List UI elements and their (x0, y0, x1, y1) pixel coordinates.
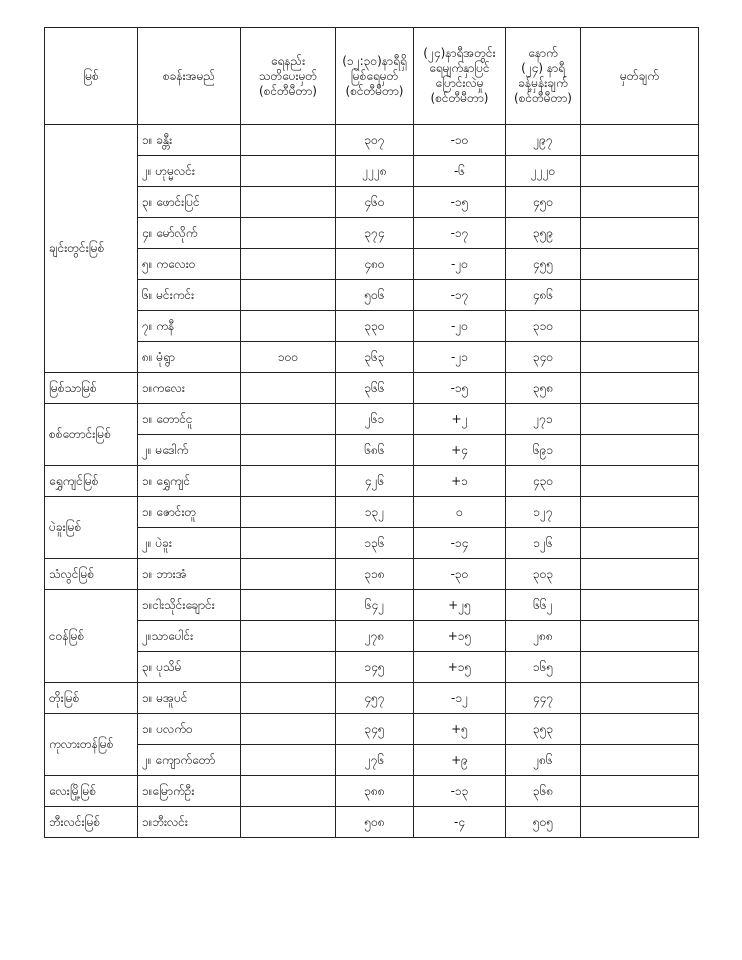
change-cell: +၁၅ (414, 621, 506, 652)
station-cell: ၁။ကလေး (138, 373, 241, 404)
table-row (45, 342, 699, 373)
forecast-cell: ၂၈၈ (506, 621, 581, 652)
station-cell: ၈။ မုံရွာ (138, 342, 241, 373)
header-row (45, 28, 699, 125)
water-level-cell: ၂၇၆ (336, 745, 414, 776)
remark-cell (581, 280, 699, 311)
river-name-cell: လေးမြို့မြစ် (45, 776, 138, 807)
danger-level-cell (241, 156, 336, 187)
water-level-cell: ၃၇၄ (336, 218, 414, 249)
forecast-cell: ၃၅၈ (506, 373, 581, 404)
danger-level-cell (241, 745, 336, 776)
danger-level-cell (241, 652, 336, 683)
remark-cell (581, 621, 699, 652)
remark-cell (581, 373, 699, 404)
station-cell: ၁။ တောင်ငူ (138, 404, 241, 435)
header-river: မြစ် (45, 28, 138, 125)
change-cell: +၂ (414, 404, 506, 435)
river-name-cell: မြစ်သာမြစ် (45, 373, 138, 404)
change-cell: -၁၅ (414, 187, 506, 218)
table-row (45, 311, 699, 342)
forecast-cell: ၂၈၆ (506, 745, 581, 776)
water-level-cell: ၂၆၁ (336, 404, 414, 435)
table-body (45, 125, 699, 838)
forecast-cell: ၃၅၉ (506, 218, 581, 249)
change-cell: +၂၅ (414, 590, 506, 621)
water-level-cell: ၄၈၀ (336, 249, 414, 280)
change-cell: -၂၀ (414, 311, 506, 342)
table-row (45, 621, 699, 652)
station-cell: ၁။ဘီးလင်း (138, 807, 241, 838)
danger-level-cell (241, 404, 336, 435)
danger-level-cell (241, 683, 336, 714)
remark-cell (581, 559, 699, 590)
river-name-cell: ရွှေကျင်မြစ် (45, 466, 138, 497)
forecast-cell: ၄၄၇ (506, 683, 581, 714)
station-cell: ၆။ မင်းကင်း (138, 280, 241, 311)
danger-level-cell (241, 497, 336, 528)
remark-cell (581, 311, 699, 342)
station-cell: ၁။ ပလက်ဝ (138, 714, 241, 745)
river-name-cell: စစ်တောင်းမြစ် (45, 404, 138, 466)
forecast-cell: ၄၅၀ (506, 187, 581, 218)
header-remark: မှတ်ချက် (581, 28, 699, 125)
station-cell: ၁။ ဘားအံ (138, 559, 241, 590)
change-cell: +၉ (414, 745, 506, 776)
table-row (45, 497, 699, 528)
remark-cell (581, 435, 699, 466)
water-level-cell: ၄၂၆ (336, 466, 414, 497)
station-cell: ၃။ ပုသိမ် (138, 652, 241, 683)
change-cell: -၃၀ (414, 559, 506, 590)
change-cell: -၄ (414, 807, 506, 838)
forecast-cell: ၁၂၆ (506, 528, 581, 559)
change-cell: -၁၀ (414, 125, 506, 156)
danger-level-cell (241, 125, 336, 156)
river-name-cell: တိုးမြစ် (45, 683, 138, 714)
forecast-cell: ၆၆၂ (506, 590, 581, 621)
station-cell: ၂။ ကျောက်တော် (138, 745, 241, 776)
table-row (45, 776, 699, 807)
change-cell: -၁၂ (414, 683, 506, 714)
remark-cell (581, 187, 699, 218)
remark-cell (581, 590, 699, 621)
station-cell: ၁။ငါးသိုင်းချောင်း (138, 590, 241, 621)
water-level-cell: ၁၃၂ (336, 497, 414, 528)
station-cell: ၁။ ဇောင်းတူ (138, 497, 241, 528)
table-row (45, 156, 699, 187)
remark-cell (581, 218, 699, 249)
table-row (45, 807, 699, 838)
table-row (45, 187, 699, 218)
station-cell: ၁။ ခန္တီး (138, 125, 241, 156)
remark-cell (581, 776, 699, 807)
change-cell: -၁၃ (414, 776, 506, 807)
danger-level-cell (241, 280, 336, 311)
table-row (45, 404, 699, 435)
station-cell: ၁။ ရွှေကျင် (138, 466, 241, 497)
station-cell: ၁။ မအူပင် (138, 683, 241, 714)
danger-level-cell (241, 621, 336, 652)
station-cell: ၂။ ဟုမ္မလင်း (138, 156, 241, 187)
danger-level-cell (241, 590, 336, 621)
water-level-cell: ၁၄၅ (336, 652, 414, 683)
water-level-cell: ၄၅၇ (336, 683, 414, 714)
table-row (45, 218, 699, 249)
change-cell: -၆ (414, 156, 506, 187)
header-forecast: နောက် (၂၄) နာရီ ခန့်မှန်းချက် (စင်တီမီတာ) (506, 28, 581, 125)
station-cell: ၂။သာပေါင်း (138, 621, 241, 652)
forecast-cell: ၄၃၀ (506, 466, 581, 497)
table-row (45, 714, 699, 745)
forecast-cell: ၄၅၅ (506, 249, 581, 280)
danger-level-cell (241, 559, 336, 590)
change-cell: +၄ (414, 435, 506, 466)
remark-cell (581, 404, 699, 435)
table-row (45, 280, 699, 311)
remark-cell (581, 807, 699, 838)
remark-cell (581, 714, 699, 745)
forecast-cell: ၄၈၆ (506, 280, 581, 311)
header-water-level: (၁၂:၃၀)နာရီရှိ မြစ်ရေမှတ် (စင်တီမီတာ) (336, 28, 414, 125)
forecast-cell: ၂၇၁ (506, 404, 581, 435)
danger-level-cell (241, 249, 336, 280)
remark-cell (581, 342, 699, 373)
water-level-cell: ၃၄၅ (336, 714, 414, 745)
table-row (45, 559, 699, 590)
water-level-cell: ၃၃၀ (336, 311, 414, 342)
water-level-cell: ၃၈၈ (336, 776, 414, 807)
change-cell: +၅ (414, 714, 506, 745)
station-cell: ၂။ ပဲခူး (138, 528, 241, 559)
station-cell: ၇။ ကနီ (138, 311, 241, 342)
forecast-cell: ၂၂၂၀ (506, 156, 581, 187)
table-row (45, 466, 699, 497)
table-row (45, 590, 699, 621)
table-row (45, 435, 699, 466)
water-level-cell: ၄၆၀ (336, 187, 414, 218)
river-name-cell: ဘီးလင်းမြစ် (45, 807, 138, 838)
station-cell: ၅။ ကလေးဝ (138, 249, 241, 280)
river-name-cell: သံလွင်မြစ် (45, 559, 138, 590)
water-level-cell: ၅၀၆ (336, 280, 414, 311)
danger-level-cell (241, 714, 336, 745)
table-row (45, 745, 699, 776)
change-cell: -၁၄ (414, 528, 506, 559)
danger-level-cell (241, 373, 336, 404)
forecast-cell: ၂၉၇ (506, 125, 581, 156)
remark-cell (581, 497, 699, 528)
forecast-cell: ၃၅၃ (506, 714, 581, 745)
danger-level-cell (241, 807, 336, 838)
change-cell: -၁၇ (414, 218, 506, 249)
forecast-cell: ၅၀၅ (506, 807, 581, 838)
change-cell: ၀ (414, 497, 506, 528)
forecast-cell: ၃၀၃ (506, 559, 581, 590)
station-cell: ၁။မြောက်ဦး (138, 776, 241, 807)
header-change-24h: (၂၄)နာရီအတွင်း ရေမျက်နှာပြင် ပြောင်းလဲမှု (စင်တီမီတာ) (414, 28, 506, 125)
water-level-cell: ၆၄၂ (336, 590, 414, 621)
change-cell: +၁ (414, 466, 506, 497)
station-cell: ၃။ ဖောင်းပြင် (138, 187, 241, 218)
forecast-cell: ၁၆၅ (506, 652, 581, 683)
water-level-cell: ၃၆၃ (336, 342, 414, 373)
water-level-cell: ၃၀၇ (336, 125, 414, 156)
table-row (45, 528, 699, 559)
header-station: စခန်းအမည် (138, 28, 241, 125)
danger-level-cell (241, 311, 336, 342)
remark-cell (581, 249, 699, 280)
river-level-table (44, 27, 699, 838)
change-cell: -၂၀ (414, 249, 506, 280)
remark-cell (581, 125, 699, 156)
remark-cell (581, 745, 699, 776)
remark-cell (581, 466, 699, 497)
forecast-cell: ၃၁၀ (506, 311, 581, 342)
danger-level-cell (241, 187, 336, 218)
danger-level-cell (241, 218, 336, 249)
table-row (45, 373, 699, 404)
station-cell: ၂။ မဒေါက် (138, 435, 241, 466)
river-name-cell: ချင်းတွင်းမြစ် (45, 125, 138, 373)
remark-cell (581, 156, 699, 187)
water-level-cell: ၃၆၆ (336, 373, 414, 404)
remark-cell (581, 652, 699, 683)
change-cell: -၂၁ (414, 342, 506, 373)
forecast-cell: ၁၂၇ (506, 497, 581, 528)
river-name-cell: ကုလားတန်မြစ် (45, 714, 138, 776)
table-row (45, 683, 699, 714)
danger-level-cell (241, 776, 336, 807)
danger-level-cell (241, 528, 336, 559)
danger-level-cell (241, 435, 336, 466)
water-level-cell: ၂၇၈ (336, 621, 414, 652)
table-row (45, 125, 699, 156)
header-danger-level: ရေနည်း သတိပေးမှတ် (စင်တီမီတာ) (241, 28, 336, 125)
table-row (45, 652, 699, 683)
station-cell: ၄။ မော်လိုက် (138, 218, 241, 249)
water-level-cell: ၁၃၆ (336, 528, 414, 559)
danger-level-cell: ၁၀၀ (241, 342, 336, 373)
change-cell: -၁၅ (414, 373, 506, 404)
water-level-cell: ၃၁၈ (336, 559, 414, 590)
water-level-cell: ၆၈၆ (336, 435, 414, 466)
river-name-cell: ပဲခူးမြစ် (45, 497, 138, 559)
change-cell: -၁၇ (414, 280, 506, 311)
forecast-cell: ၆၉၁ (506, 435, 581, 466)
remark-cell (581, 683, 699, 714)
water-level-cell: ၂၂၂၈ (336, 156, 414, 187)
water-level-cell: ၅၀၈ (336, 807, 414, 838)
change-cell: +၁၅ (414, 652, 506, 683)
river-name-cell: ငဝန်မြစ် (45, 590, 138, 683)
table-row (45, 249, 699, 280)
danger-level-cell (241, 466, 336, 497)
forecast-cell: ၃၆၈ (506, 776, 581, 807)
remark-cell (581, 528, 699, 559)
forecast-cell: ၃၄၀ (506, 342, 581, 373)
